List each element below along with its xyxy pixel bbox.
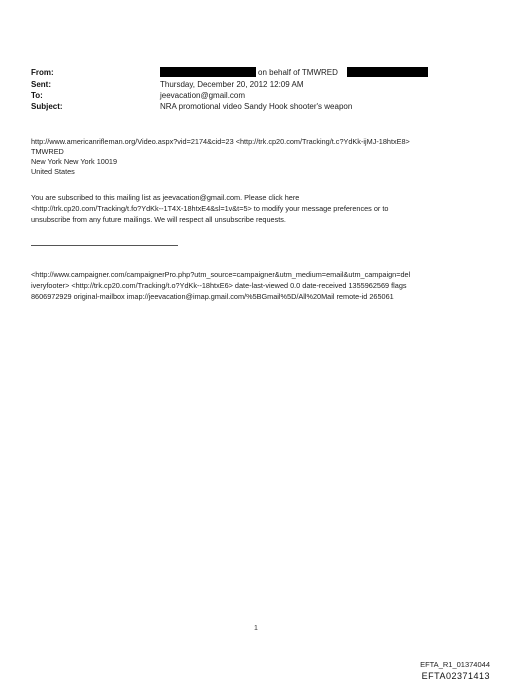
- footer-metadata: 8606972929 original-mailbox imap://jeevacation@imap.gmail.com/%5BGmail%5D/All%20Mail remote-id 265061: [31, 292, 394, 301]
- document-ref: EFTA02371413: [421, 671, 490, 681]
- sent-value: Thursday, December 20, 2012 12:09 AM: [160, 80, 304, 89]
- from-label: From:: [31, 68, 54, 77]
- subscription-notice: You are subscribed to this mailing list as jeevacation@gmail.com. Please click here: [31, 193, 300, 202]
- footer-link[interactable]: <http://www.campaigner.com/campaignerPro.php?utm_source=campaigner&utm_medium=email&utm_campaign=del: [31, 270, 411, 279]
- redaction-bar: [160, 67, 256, 77]
- sender-country: United States: [31, 167, 75, 176]
- page-number: 1: [254, 625, 258, 632]
- redaction-bar: [347, 67, 428, 77]
- from-value: on behalf of TMWRED: [258, 68, 338, 77]
- to-value: jeevacation@gmail.com: [160, 91, 246, 100]
- unsubscribe-notice: unsubscribe from any future mailings. We will respect all unsubscribe requests.: [31, 215, 286, 224]
- video-link[interactable]: http://www.americanrifleman.org/Video.aspx?vid=2174&cid=23 <http://trk.cp20.com/Tracking/t.c?YdKk-ijMJ-18htxE8>: [31, 137, 410, 146]
- subject-label: Subject:: [31, 102, 63, 111]
- sender-city: New York New York 10019: [31, 157, 117, 166]
- to-label: To:: [31, 91, 43, 100]
- preferences-link[interactable]: <http://trk.cp20.com/Tracking/t.fo?YdKk--1T4X-18htxE4&sl=1v&t=5> to modify your message preferences or to: [31, 204, 389, 213]
- document-ref: EFTA_R1_01374044: [420, 660, 490, 669]
- sender-name: TMWRED: [31, 147, 64, 156]
- footer-metadata: iveryfooter> <http://trk.cp20.com/Tracking/t.o?YdKk--18htxE6> date-last-viewed 0.0 date-received 1355962569 flags: [31, 281, 407, 290]
- divider: [31, 245, 178, 246]
- sent-label: Sent:: [31, 80, 51, 89]
- subject-value: NRA promotional video Sandy Hook shooter's weapon: [160, 102, 353, 111]
